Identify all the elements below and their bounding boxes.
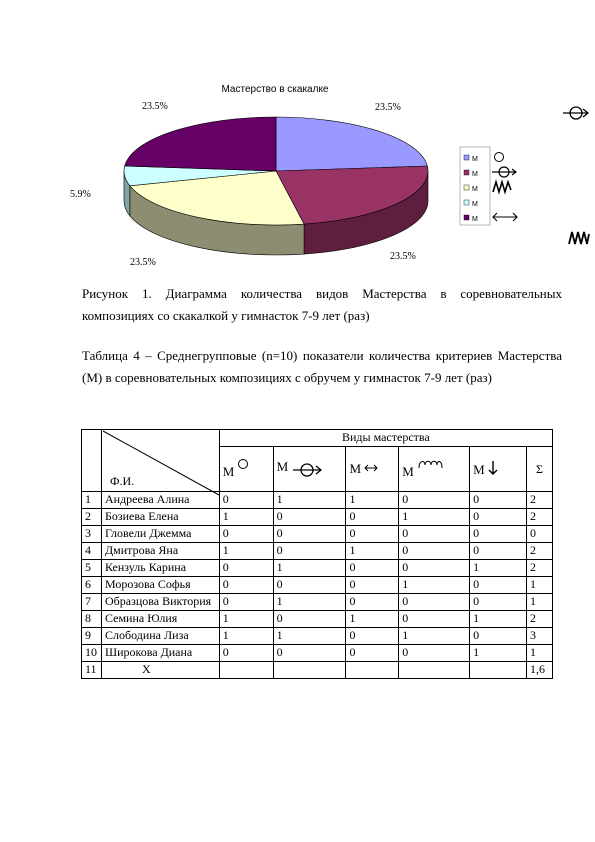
row-name: Широкова Диана [101,645,219,662]
fio-header-cell [101,430,219,492]
row-name: Бозиева Елена [101,509,219,526]
row-value: 0 [470,492,527,509]
row-value: 0 [470,543,527,560]
legend-label: М [472,186,478,193]
m-circle-arrow-header [273,447,346,492]
row-value [219,662,273,679]
zigzag-icon [493,182,511,192]
row-value: 0 [219,492,273,509]
row-name: Слободина Лиза [101,628,219,645]
row-value: 1 [346,611,399,628]
row-value: 0 [346,526,399,543]
row-value: 1 [273,560,346,577]
spiral-icon [417,458,443,470]
row-value: 1 [470,560,527,577]
circle-icon [237,458,249,470]
row-value: 1 [399,628,470,645]
legend-label: М [472,156,478,163]
row-value: 0 [273,645,346,662]
row-value: 1 [346,492,399,509]
m-down-arrow-header [470,447,527,492]
row-value: 0 [470,526,527,543]
row-number: 8 [82,611,102,628]
row-value: 0 [219,577,273,594]
row-sum: 3 [526,628,552,645]
m-label: М [222,464,235,479]
row-value: 0 [273,509,346,526]
row-number: 9 [82,628,102,645]
m-label: М [349,461,361,476]
legend-swatch [464,185,469,190]
row-name: Морозова Софья [101,577,219,594]
circle-arrow-icon [492,167,516,177]
slice-label: 23.5% [142,101,168,112]
row-sum: 1 [526,594,552,611]
num-header [82,430,102,492]
legend-label: М [472,216,478,223]
table-row [82,611,553,628]
double-arrow-icon [364,463,378,473]
slice-label: 23.5% [130,257,156,268]
legend-label: М [472,201,478,208]
row-value: 0 [219,526,273,543]
row-number: 2 [82,509,102,526]
circle-arrow-icon [562,103,590,123]
row-value: 1 [273,492,346,509]
row-sum: 2 [526,543,552,560]
circle-icon [495,153,504,162]
row-value: 0 [219,594,273,611]
row-value: 0 [470,577,527,594]
row-value: 1 [273,594,346,611]
circle-arrow-icon [291,461,323,479]
row-value: 0 [399,645,470,662]
row-value: 0 [470,628,527,645]
pie-slice [276,117,427,171]
down-arrow-icon [488,460,498,476]
row-number: 3 [82,526,102,543]
m-circle-header [219,447,273,492]
table-row [82,543,553,560]
row-value [399,662,470,679]
row-number: 11 [82,662,102,679]
row-value: 0 [273,611,346,628]
row-value: 1 [346,543,399,560]
legend-swatch [464,170,469,175]
row-name: Дмитрова Яна [101,543,219,560]
row-name: Андреева Алина [101,492,219,509]
pie-tops [124,117,428,225]
row-name: Гловели Джемма [101,526,219,543]
row-value: 0 [346,509,399,526]
row-value: 0 [346,594,399,611]
row-sum: 2 [526,492,552,509]
table-row [82,560,553,577]
row-value: 0 [273,577,346,594]
row-number: 7 [82,594,102,611]
row-name: Семина Юлия [101,611,219,628]
double-arrow-icon [493,213,517,221]
zigzag-icon [567,228,591,248]
row-name: Кензуль Карина [101,560,219,577]
row-value: 1 [219,509,273,526]
legend-swatch [464,200,469,205]
row-number: 10 [82,645,102,662]
row-sum: 1 [526,645,552,662]
legend-label: М [472,171,478,178]
row-value: 0 [273,526,346,543]
row-value [470,662,527,679]
row-value: 1 [219,543,273,560]
row-value: 1 [219,628,273,645]
row-name: Образцова Виктория [101,594,219,611]
table-row [82,577,553,594]
slice-label: 23.5% [375,102,401,113]
group-header: Виды мастерства [219,430,552,447]
m-label: М [276,459,289,474]
row-value [273,662,346,679]
row-value: 0 [399,543,470,560]
m-label: М [473,462,485,477]
mastery-table [81,429,553,679]
legend-swatch [464,155,469,160]
pie-chart [70,75,550,275]
fio-header: Ф.И. [109,474,135,488]
pie-slice [125,117,276,171]
row-number: 5 [82,560,102,577]
row-value [346,662,399,679]
row-value: 0 [399,611,470,628]
slice-label: 23.5% [390,251,416,262]
row-sum: 2 [526,560,552,577]
table-row [82,594,553,611]
row-value: 1 [273,628,346,645]
row-value: 0 [219,560,273,577]
row-number: 1 [82,492,102,509]
row-number: 4 [82,543,102,560]
row-value: 0 [219,645,273,662]
table-body [82,492,553,679]
row-value: 1 [470,611,527,628]
row-value: 0 [346,628,399,645]
row-value: 1 [470,645,527,662]
row-name: Х [101,662,219,679]
row-value: 0 [346,560,399,577]
table-row [82,628,553,645]
row-value: 0 [399,492,470,509]
chart-legend [460,147,517,225]
row-value: 0 [346,577,399,594]
row-value: 0 [273,543,346,560]
m-double-arrow-header [346,447,399,492]
legend-swatch [464,215,469,220]
row-value: 0 [399,560,470,577]
table-caption: Таблица 4 – Среднегрупповые (n=10) показатели количества критериев Мастерства (М) в соревновательных композициях с обручем у гимнасток 7-9 лет (раз) [82,348,562,385]
row-sum: 1,6 [526,662,552,679]
m-spiral-header [399,447,470,492]
row-sum: 1 [526,577,552,594]
row-value: 1 [219,611,273,628]
row-sum: 2 [526,509,552,526]
chart-title: Мастерство в скакалке [221,84,329,95]
figure-caption: Рисунок 1. Диаграмма количества видов Мастерства в соревновательных композициях со скакалкой у гимнасток 7-9 лет (раз) [82,286,562,323]
table-row [82,509,553,526]
sigma-header: Σ [526,447,552,492]
row-number: 6 [82,577,102,594]
row-value: 0 [399,594,470,611]
slice-label: 5.9% [70,189,91,200]
row-value: 0 [346,645,399,662]
row-value: 1 [399,577,470,594]
row-value: 0 [470,594,527,611]
row-sum: 2 [526,611,552,628]
table-row [82,526,553,543]
row-value: 0 [470,509,527,526]
row-value: 0 [399,526,470,543]
row-value: 1 [399,509,470,526]
table-row [82,645,553,662]
m-label: М [402,464,414,479]
table-row [82,662,553,679]
row-sum: 0 [526,526,552,543]
